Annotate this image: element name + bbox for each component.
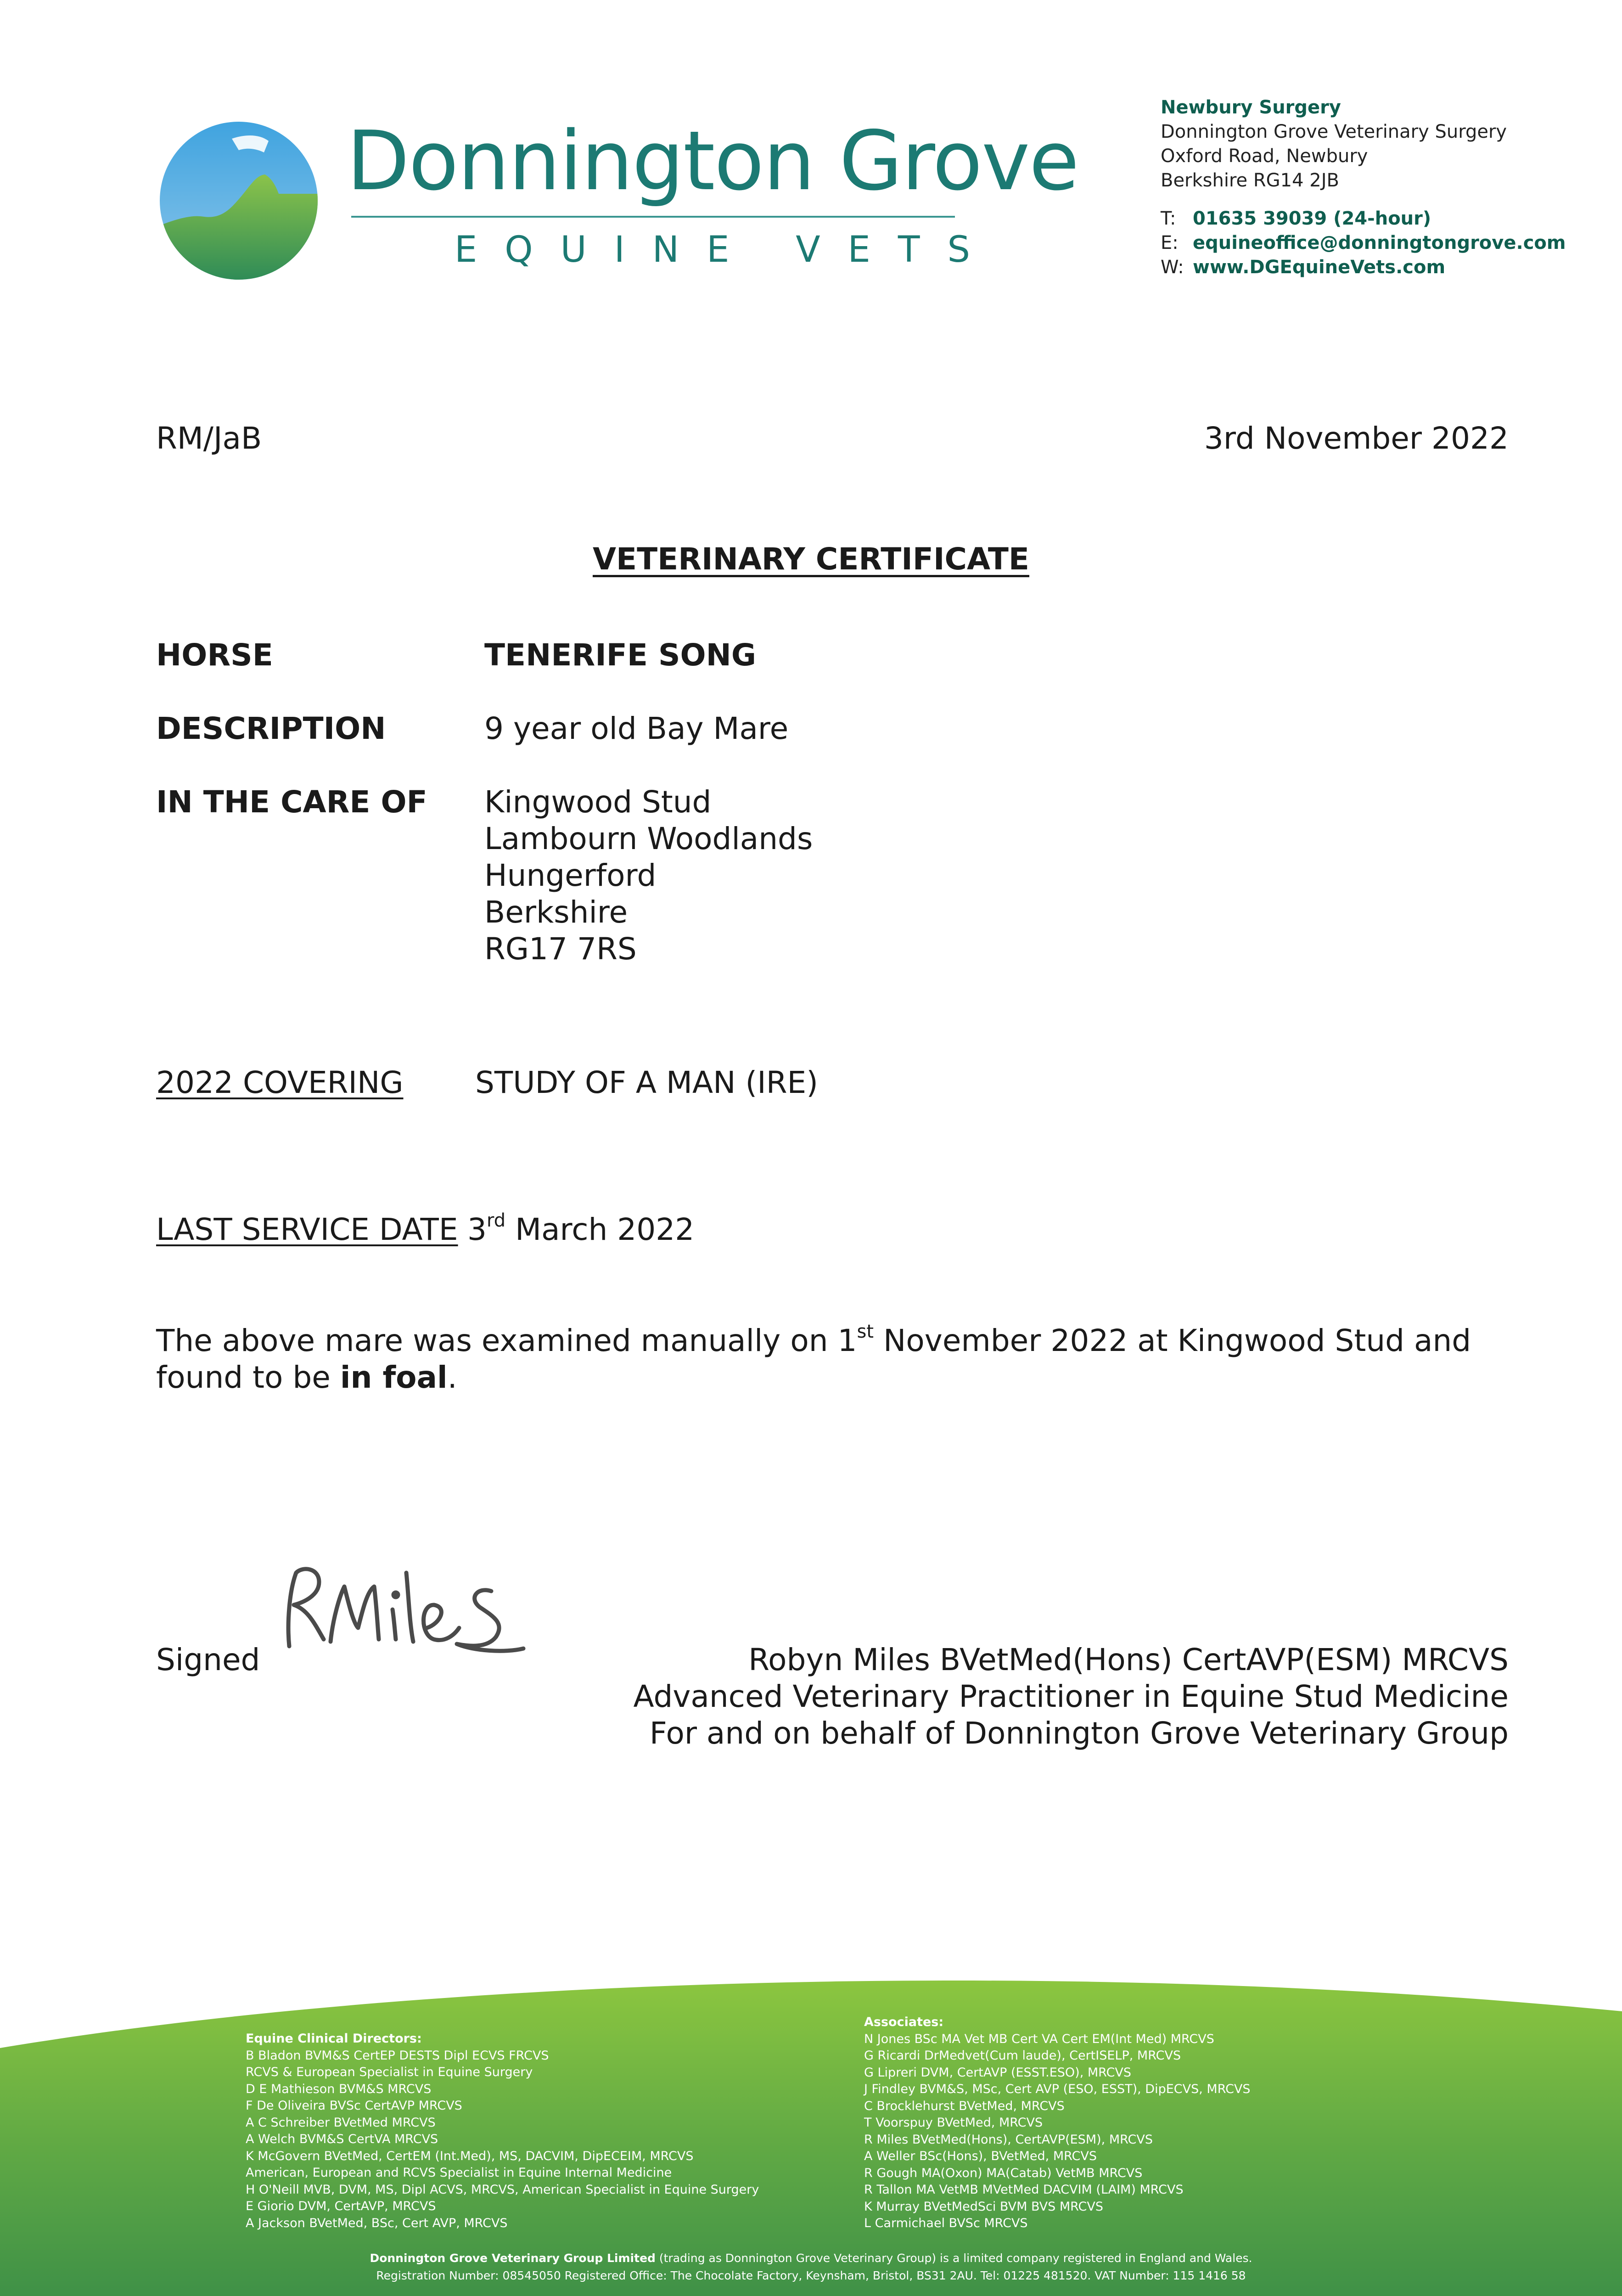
address-line: Donnington Grove Veterinary Surgery — [1161, 121, 1507, 142]
associate-entry: N Jones BSc MA Vet MB Cert VA Cert EM(Int Med) MRCVS — [864, 2032, 1214, 2046]
letter-date: 3rd November 2022 — [1204, 421, 1509, 456]
address-line: Oxford Road, Newbury — [1161, 146, 1368, 167]
legal-text: (trading as Donnington Grove Veterinary Group) is a limited company registered in England and Wales. — [655, 2251, 1252, 2265]
web-link[interactable]: www.DGEquineVets.com — [1193, 257, 1446, 278]
associate-entry: R Miles BVetMed(Hons), CertAVP(ESM), MRCVS — [864, 2132, 1153, 2147]
director-entry: A C Schreiber BVetMed MRCVS — [246, 2115, 436, 2130]
horse-name: TENERIFE SONG — [484, 637, 757, 673]
care-of-line: Hungerford — [484, 858, 657, 893]
covering-label: 2022 COVERING — [156, 1065, 404, 1100]
director-entry: D E Mathieson BVM&S MRCVS — [246, 2082, 432, 2096]
legal-footer — [0, 2250, 1622, 2285]
contact-block — [1161, 96, 1566, 280]
director-entry: A Jackson BVetMed, BSc, Cert AVP, MRCVS — [246, 2216, 508, 2230]
care-of-line: Berkshire — [484, 895, 628, 930]
exam-text: . — [447, 1360, 457, 1395]
director-entry: RCVS & European Specialist in Equine Surgery — [246, 2065, 533, 2079]
associate-entry: T Voorspuy BVetMed, MRCVS — [864, 2116, 1043, 2130]
exam-day-suffix: st — [857, 1321, 874, 1342]
care-of-line: RG17 7RS — [484, 931, 637, 967]
company-name: Donnington Grove Veterinary Group Limited — [370, 2251, 656, 2265]
email-label: E: — [1161, 232, 1179, 253]
director-entry: F De Oliveira BVSc CertAVP MRCVS — [246, 2099, 462, 2113]
associates-heading: Associates: — [864, 2015, 944, 2029]
director-entry: A Welch BVM&S CertVA MRCVS — [246, 2132, 438, 2146]
associate-entry: R Tallon MA VetMB MVetMed DACVIM (LAIM) MRCVS — [864, 2183, 1184, 2197]
signatory-title: Advanced Veterinary Practitioner in Equine Stud Medicine — [633, 1679, 1509, 1714]
director-entry: American, European and RCVS Specialist in Equine Internal Medicine — [246, 2166, 672, 2180]
description-value: 9 year old Bay Mare — [484, 711, 789, 746]
exam-result: in foal — [340, 1360, 448, 1395]
web-row — [1161, 255, 1566, 280]
service-day-suffix: rd — [487, 1210, 506, 1231]
care-of-address — [484, 784, 813, 968]
signatory-name: Robyn Miles BVetMed(Hons) CertAVP(ESM) MRCVS — [748, 1642, 1509, 1677]
description-label: DESCRIPTION — [156, 711, 386, 746]
director-entry: H O'Neill MVB, DVM, MS, Dipl ACVS, MRCVS, American Specialist in Equine Surgery — [246, 2182, 759, 2197]
donnington-grove-logo-icon — [158, 120, 319, 281]
phone-label: T: — [1161, 208, 1176, 229]
signatory-behalf: For and on behalf of Donnington Grove Veterinary Group — [649, 1716, 1509, 1751]
certificate-title: VETERINARY CERTIFICATE — [592, 541, 1030, 577]
email-row — [1161, 231, 1566, 255]
care-of-line: Lambourn Woodlands — [484, 821, 813, 856]
director-entry: E Giorio DVM, CertAVP, MRCVS — [246, 2199, 436, 2213]
last-service-date — [467, 1211, 694, 1248]
last-service-label: LAST SERVICE DATE — [156, 1212, 458, 1247]
associate-entry: A Weller BSc(Hons), BVetMed, MRCVS — [864, 2149, 1097, 2163]
director-entry: B Bladon BVM&S CertEP DESTS Dipl ECVS FRCVS — [246, 2048, 549, 2063]
exam-text: November 2022 at Kingwood Stud and — [874, 1323, 1471, 1358]
associates-list — [864, 2014, 1251, 2232]
service-day: 3 — [467, 1212, 487, 1247]
associate-entry: L Carmichael BVSc MRCVS — [864, 2216, 1028, 2230]
signed-label: Signed — [156, 1642, 260, 1677]
logo-divider — [351, 216, 955, 218]
email-link[interactable]: equineoffice@donningtongrove.com — [1193, 232, 1566, 253]
exam-text: found to be — [156, 1360, 340, 1395]
registration-text: Registration Number: 08545050 Registered Office: The Chocolate Factory, Keynsham, Bristol, BS31 2AU. Tel: 01225 481520. VAT Number: 115 1416 58 — [376, 2269, 1246, 2282]
logo-subtitle: EQUINE VETS — [455, 229, 998, 270]
signature-image — [275, 1554, 533, 1660]
director-entry: K McGovern BVetMed, CertEM (Int.Med), MS, DACVIM, DipECEIM, MRCVS — [246, 2149, 694, 2163]
clinical-directors-list — [246, 2031, 759, 2232]
associate-entry: C Brocklehurst BVetMed, MRCVS — [864, 2099, 1065, 2113]
horse-label: HORSE — [156, 637, 273, 673]
service-month-year: March 2022 — [505, 1212, 695, 1247]
phone-number[interactable]: 01635 39039 (24-hour) — [1193, 208, 1431, 229]
exam-text: The above mare was examined manually on 1 — [156, 1323, 857, 1358]
associate-entry: R Gough MA(Oxon) MA(Catab) VetMB MRCVS — [864, 2166, 1143, 2180]
associate-entry: J Findley BVM&S, MSc, Cert AVP (ESO, ESST), DipECVS, MRCVS — [864, 2082, 1251, 2096]
office-name: Newbury Surgery — [1161, 97, 1341, 118]
care-of-label: IN THE CARE OF — [156, 784, 427, 820]
address-line: Berkshire RG14 2JB — [1161, 170, 1339, 191]
phone-row — [1161, 207, 1566, 231]
associate-entry: G Lipreri DVM, CertAVP (ESST.ESO), MRCVS — [864, 2065, 1132, 2080]
associate-entry: K Murray BVetMedSci BVM BVS MRCVS — [864, 2199, 1104, 2214]
reference: RM/JaB — [156, 421, 262, 456]
signatory-block — [633, 1642, 1509, 1752]
web-label: W: — [1161, 257, 1184, 278]
footer-green-band — [0, 1961, 1622, 2296]
logo-wordmark: Donnington Grove — [347, 113, 1078, 208]
directors-heading: Equine Clinical Directors: — [246, 2032, 422, 2046]
covering-stallion: STUDY OF A MAN (IRE) — [475, 1065, 819, 1100]
associate-entry: G Ricardi DrMedvet(Cum laude), CertISELP, MRCVS — [864, 2048, 1181, 2063]
examination-statement — [156, 1322, 1471, 1396]
care-of-line: Kingwood Stud — [484, 784, 712, 820]
